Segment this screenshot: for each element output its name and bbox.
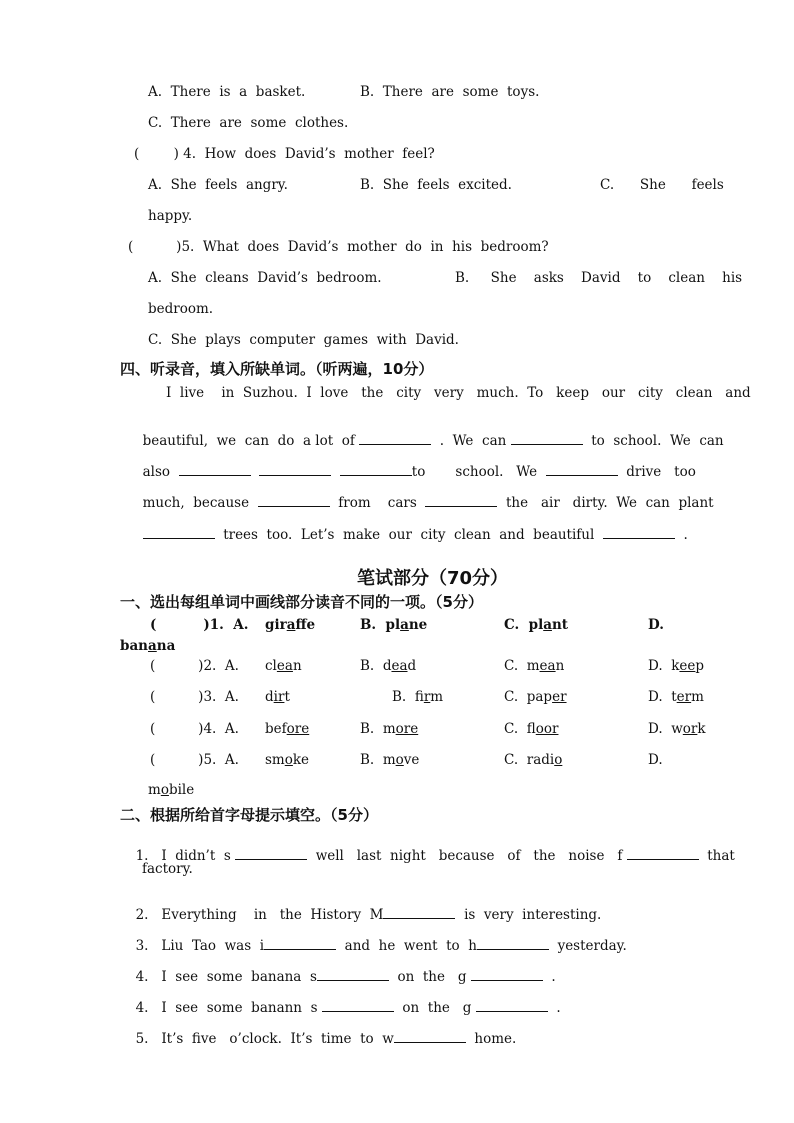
answer-blank[interactable] — [259, 463, 331, 476]
phonics-q1-a: giraffe — [265, 617, 316, 633]
passage-line-1: I live in Suzhou. I love the city very much. To keep our city clean and — [166, 385, 751, 401]
phonics-q1-d: banana — [120, 638, 176, 654]
phonics-q3-b: B. firm — [392, 689, 444, 705]
q5-option-a: A. She cleans David’s bedroom. — [148, 270, 382, 286]
passage-line-5: trees too. Let’s make our city clean and beautiful . — [134, 510, 688, 543]
phonics-q3-c: C. paper — [504, 689, 567, 705]
answer-blank[interactable] — [546, 463, 618, 476]
answer-blank[interactable] — [264, 937, 336, 950]
phonics-q5-d: mobile — [148, 782, 195, 798]
phonics-q1-d-label: D. — [648, 617, 664, 633]
fill-item-5: 5. It’s five o’clock. It’s time to w home. — [135, 1031, 517, 1047]
q5-option-c: C. She plays computer games with David. — [148, 332, 459, 348]
phonics-q3-number: ( )3. A. — [150, 689, 239, 705]
section-1-heading: 一、选出每组单词中画线部分读音不同的一项。（5分） — [120, 593, 483, 611]
fill-item-4-duplicate: 4. I see some banann s on the g . — [135, 1000, 561, 1016]
answer-blank[interactable] — [235, 847, 307, 860]
answer-blank[interactable] — [511, 432, 583, 445]
q4-option-a: A. She feels angry. — [148, 177, 288, 193]
phonics-q4-b: B. more — [360, 721, 419, 737]
phonics-q2-number: ( )2. A. — [150, 658, 239, 674]
q5-option-b: B. She asks David to clean his — [455, 270, 743, 286]
q3-option-a: A. There is a basket. — [148, 84, 306, 100]
phonics-q1-b: B. plane — [360, 617, 428, 633]
phonics-q5-b: B. move — [360, 752, 420, 768]
phonics-q5-c: C. radio — [504, 752, 563, 768]
section-2-heading: 二、根据所给首字母提示填空。（5分） — [120, 806, 378, 824]
phonics-q4-c: C. floor — [504, 721, 559, 737]
q5-stem: ( )5. What does David’s mother do in his bedroom? — [128, 239, 549, 255]
phonics-q4-a: before — [265, 721, 310, 737]
passage-line-2: beautiful, we can do a lot of . We can to school. We can — [142, 433, 724, 449]
q4-stem: ( ) 4. How does David’s mother feel? — [134, 146, 435, 162]
phonics-q2-c: C. mean — [504, 658, 565, 674]
answer-blank[interactable] — [603, 526, 675, 539]
q4-option-c: C. She feels — [600, 177, 724, 193]
phonics-q1-number: ( )1. A. — [150, 617, 249, 633]
phonics-q5-a: smoke — [265, 752, 310, 768]
passage-line-3: also to school. We drive too — [142, 464, 696, 480]
written-part-title: 笔试部分（70分） — [357, 568, 509, 589]
fill-item-3: 3. Liu Tao was i and he went to h yesterday. — [135, 938, 627, 954]
answer-blank[interactable] — [627, 847, 699, 860]
answer-blank[interactable] — [258, 494, 330, 507]
phonics-q1-c: C. plant — [504, 617, 569, 633]
answer-blank[interactable] — [383, 906, 455, 919]
phonics-q5-number: ( )5. A. — [150, 752, 239, 768]
answer-blank[interactable] — [471, 968, 543, 981]
phonics-q3-d: D. term — [648, 689, 704, 705]
answer-blank[interactable] — [317, 968, 389, 981]
q4-option-b: B. She feels excited. — [360, 177, 512, 193]
answer-blank[interactable] — [179, 463, 251, 476]
q3-option-b: B. There are some toys. — [360, 84, 540, 100]
phonics-q2-a: clean — [265, 658, 302, 674]
phonics-q4-d: D. work — [648, 721, 706, 737]
answer-blank[interactable] — [322, 999, 394, 1012]
answer-blank[interactable] — [477, 937, 549, 950]
answer-blank[interactable] — [476, 999, 548, 1012]
section-4-heading: 四、听录音，填入所缺单词。（听两遍，10分） — [120, 360, 434, 378]
fill-item-1: 1. I didn’t s well last night because of the noise f that — [135, 848, 735, 864]
answer-blank[interactable] — [425, 494, 497, 507]
fill-item-1-cont: factory. — [142, 861, 193, 877]
phonics-q3-a: dirt — [265, 689, 290, 705]
q5-option-b-cont: bedroom. — [148, 301, 214, 317]
answer-blank[interactable] — [143, 526, 215, 539]
q3-option-c: C. There are some clothes. — [148, 115, 349, 131]
phonics-q2-b: B. dead — [360, 658, 417, 674]
phonics-q2-d: D. keep — [648, 658, 705, 674]
phonics-q5-d-label: D. — [648, 752, 663, 768]
phonics-q4-number: ( )4. A. — [150, 721, 239, 737]
fill-item-4: 4. I see some banana s on the g . — [135, 969, 556, 985]
q4-option-c-cont: happy. — [148, 208, 193, 224]
answer-blank[interactable] — [359, 432, 431, 445]
answer-blank[interactable] — [394, 1030, 466, 1043]
answer-blank[interactable] — [340, 463, 412, 476]
passage-line-4: much, because from cars the air dirty. We can plant — [142, 495, 714, 511]
fill-item-2: 2. Everything in the History M is very interesting. — [135, 907, 602, 923]
